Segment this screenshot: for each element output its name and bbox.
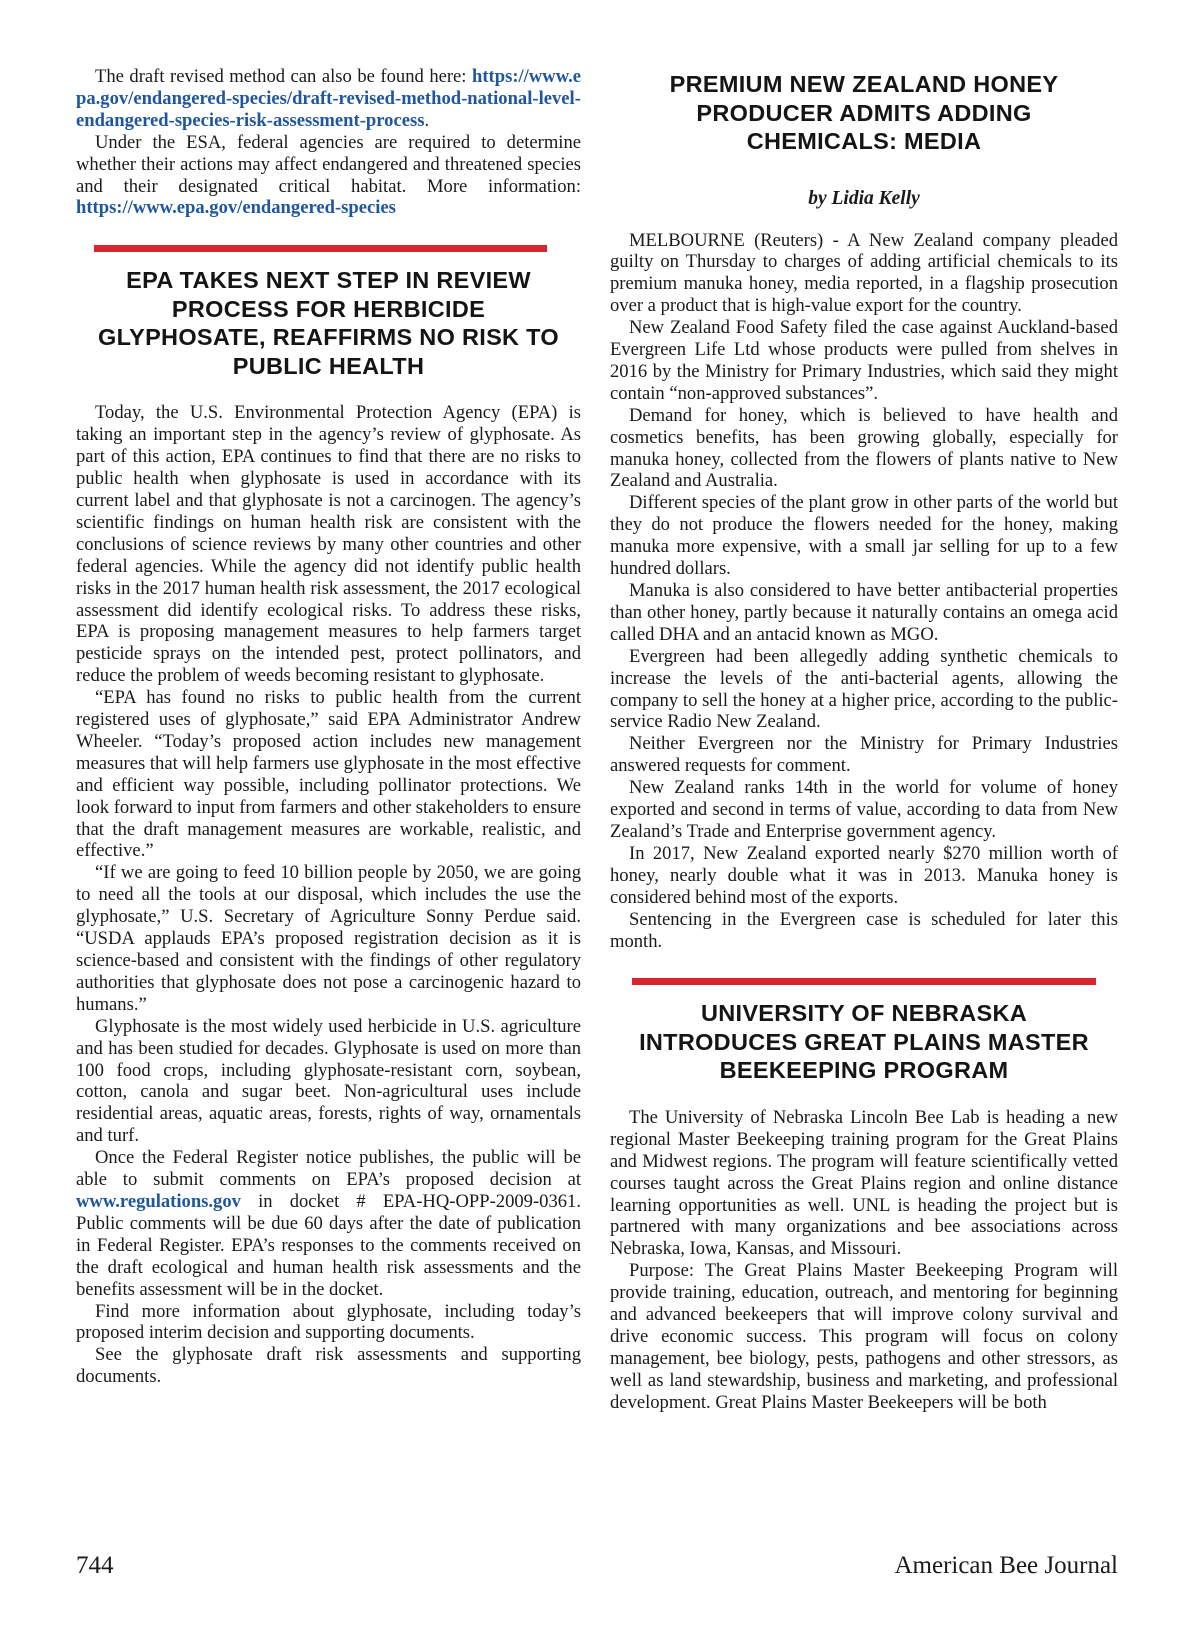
honey-paragraph: In 2017, New Zealand exported nearly $270 million worth of honey, nearly double what it was in 2013. Manuka honey is considered behind most of the exports. — [610, 842, 1118, 908]
glyphosate-paragraph: “If we are going to feed 10 billion people by 2050, we are going to need all the tools at our disposal, which includes the use the glyphosate,” U.S. Secretary of Agriculture Sonny Perdue said. “USDA applauds EPA’s proposed registration decision as it is science-based and consistent with the findings of other regulatory authorities that glyphosate does not pose a carcinogenic hazard to humans.” — [76, 862, 581, 1015]
honey-paragraph: Manuka is also considered to have better antibacterial properties than other honey, partly because it naturally contains an omega acid called DHA and an antacid known as MGO. — [610, 580, 1118, 645]
section-divider-bar — [632, 978, 1096, 985]
honey-headline: PREMIUM NEW ZEALAND HONEY PRODUCER ADMITS ADDING CHEMICALS: MEDIA — [669, 71, 1059, 154]
glyphosate-headline: EPA TAKES NEXT STEP IN REVIEW PROCESS FOR HERBICIDE GLYPHOSATE, REAFFIRMS NO RISK TO PUBLIC HEALTH — [98, 267, 559, 379]
honey-byline: by Lidia Kelly — [808, 187, 920, 209]
honey-paragraph: Different species of the plant grow in other parts of the world but they do not produce the flowers needed for the honey, making manuka more expensive, with a small jar selling for up to a few hundred dollars. — [610, 492, 1118, 580]
nebraska-article-body — [610, 1107, 1118, 1414]
journal-name: American Bee Journal — [894, 1552, 1118, 1579]
nebraska-headline: UNIVERSITY OF NEBRASKA INTRODUCES GREAT PLAINS MASTER BEEKEEPING PROGRAM — [639, 1000, 1089, 1084]
intro-paragraph-1: The draft revised method can also be found here: https://www.epa.gov/endangered-species/draft-revised-method-national-level-endangered-species-risk-assessment-process. — [76, 66, 581, 131]
honey-paragraph: Evergreen had been allegedly adding synthetic chemicals to increase the levels of the anti-bacterial agents, allowing the company to sell the honey at a higher price, according to the public-service Radio New Zealand. — [610, 645, 1118, 733]
regulations-gov-link[interactable]: www.regulations.gov — [76, 1190, 241, 1212]
honey-paragraph: MELBOURNE (Reuters) - A New Zealand company pleaded guilty on Thursday to charges of adding artificial chemicals to its premium manuka honey, media reported, in a flagship prosecution over a product that is high-value export for the country. — [610, 229, 1118, 317]
honey-paragraph: Neither Evergreen nor the Ministry for Primary Industries answered requests for comment. — [610, 733, 1118, 777]
draft-method-link[interactable]: https://www.epa.gov/endangered-species/draft-revised-method-national-level-endangered-species-risk-assessment-process — [76, 66, 581, 131]
nebraska-paragraph: The University of Nebraska Lincoln Bee Lab is heading a new regional Master Beekeeping training program for the Great Plains and Midwest regions. The program will feature scientifically vetted courses taught across the Great Plains region and online distance learning opportunities as well. UNL is heading the project but is partnered with many organizations and bee associations across Nebraska, Iowa, Kansas, and Missouri. — [610, 1106, 1118, 1260]
honey-article-body — [610, 230, 1118, 953]
honey-paragraph: Demand for honey, which is believed to have health and cosmetics benefits, has been growing globally, especially for manuka honey, collected from the flowers of plants native to New Zealand and Australia. — [610, 404, 1118, 492]
endangered-species-link[interactable]: https://www.epa.gov/endangered-species — [76, 197, 396, 219]
glyphosate-paragraph-register: Once the Federal Register notice publishes, the public will be able to submit comments on EPA’s proposed decision at www.regulations.gov in docket # EPA-HQ-OPP-2009-0361. Public comments will be due 60 days after the date of publication in Federal Register. EPA’s responses to the comments received on the draft ecological and human health risk assessments and the benefits assessment will be in the docket. — [76, 1147, 581, 1300]
honey-paragraph: New Zealand Food Safety filed the case against Auckland-based Evergreen Life Ltd whose products were pulled from shelves in 2016 by the Ministry for Primary Industries, which said they might contain “non-approved substances”. — [610, 317, 1118, 404]
page-number: 744 — [76, 1552, 114, 1579]
glyphosate-paragraph: Find more information about glyphosate, including today’s proposed interim decision and supporting documents. — [76, 1300, 581, 1344]
honey-paragraph: Sentencing in the Evergreen case is scheduled for later this month. — [610, 908, 1118, 952]
left-column — [76, 66, 581, 1388]
glyphosate-paragraph: “EPA has found no risks to public health from the current registered uses of glyphosate,” said EPA Administrator Andrew Wheeler. “Today’s proposed action includes new management measures that will help farmers use glyphosate in the most effective and efficient way possible, including pollinator protections. We look forward to input from farmers and other stakeholders to ensure that the draft management measures are workable, realistic, and effective.” — [76, 687, 581, 862]
glyphosate-article-body — [76, 402, 581, 1388]
honey-paragraph: New Zealand ranks 14th in the world for volume of honey exported and second in terms of value, according to data from New Zealand’s Trade and Enterprise government agency. — [610, 777, 1118, 842]
right-column — [610, 70, 1118, 1414]
nebraska-paragraph: Purpose: The Great Plains Master Beekeeping Program will provide training, education, outreach, and mentoring for beginning and advanced beekeepers that will improve colony survival and drive economic success. This program will focus on colony management, bee biology, pests, pathogens and other stressors, as well as land stewardship, business and marketing, and professional development. Great Plains Master Beekeepers will be both — [610, 1260, 1118, 1413]
section-divider-bar — [94, 245, 547, 252]
glyphosate-paragraph: See the glyphosate draft risk assessments and supporting documents. — [76, 1344, 581, 1388]
glyphosate-paragraph: Glyphosate is the most widely used herbicide in U.S. agriculture and has been studied for decades. Glyphosate is used on more than 100 food crops, including glyphosate-resistant corn, soybean, cotton, canola and sugar beet. Non-agricultural uses include residential areas, aquatic areas, forests, rights of way, ornamentals and turf. — [76, 1015, 581, 1147]
intro-paragraph-2: Under the ESA, federal agencies are required to determine whether their actions may affect endangered and threatened species and their designated critical habitat. More information: https://www.epa.gov/endangered-species — [76, 131, 581, 219]
glyphosate-paragraph: Today, the U.S. Environmental Protection Agency (EPA) is taking an important step in the agency’s review of glyphosate. As part of this action, EPA continues to find that there are no risks to public health when glyphosate is used in accordance with its current label and that glyphosate is not a carcinogen. The agency’s scientific findings on human health risk are consistent with the conclusions of science reviews by many other countries and other federal agencies. While the agency did not identify public health risks in the 2017 human health risk assessment, the 2017 ecological assessment did identify ecological risks. To address these risks, EPA is proposing management measures to help farmers target pesticide sprays on the intended pest, protect pollinators, and reduce the problem of weeds becoming resistant to glyphosate. — [76, 402, 581, 687]
